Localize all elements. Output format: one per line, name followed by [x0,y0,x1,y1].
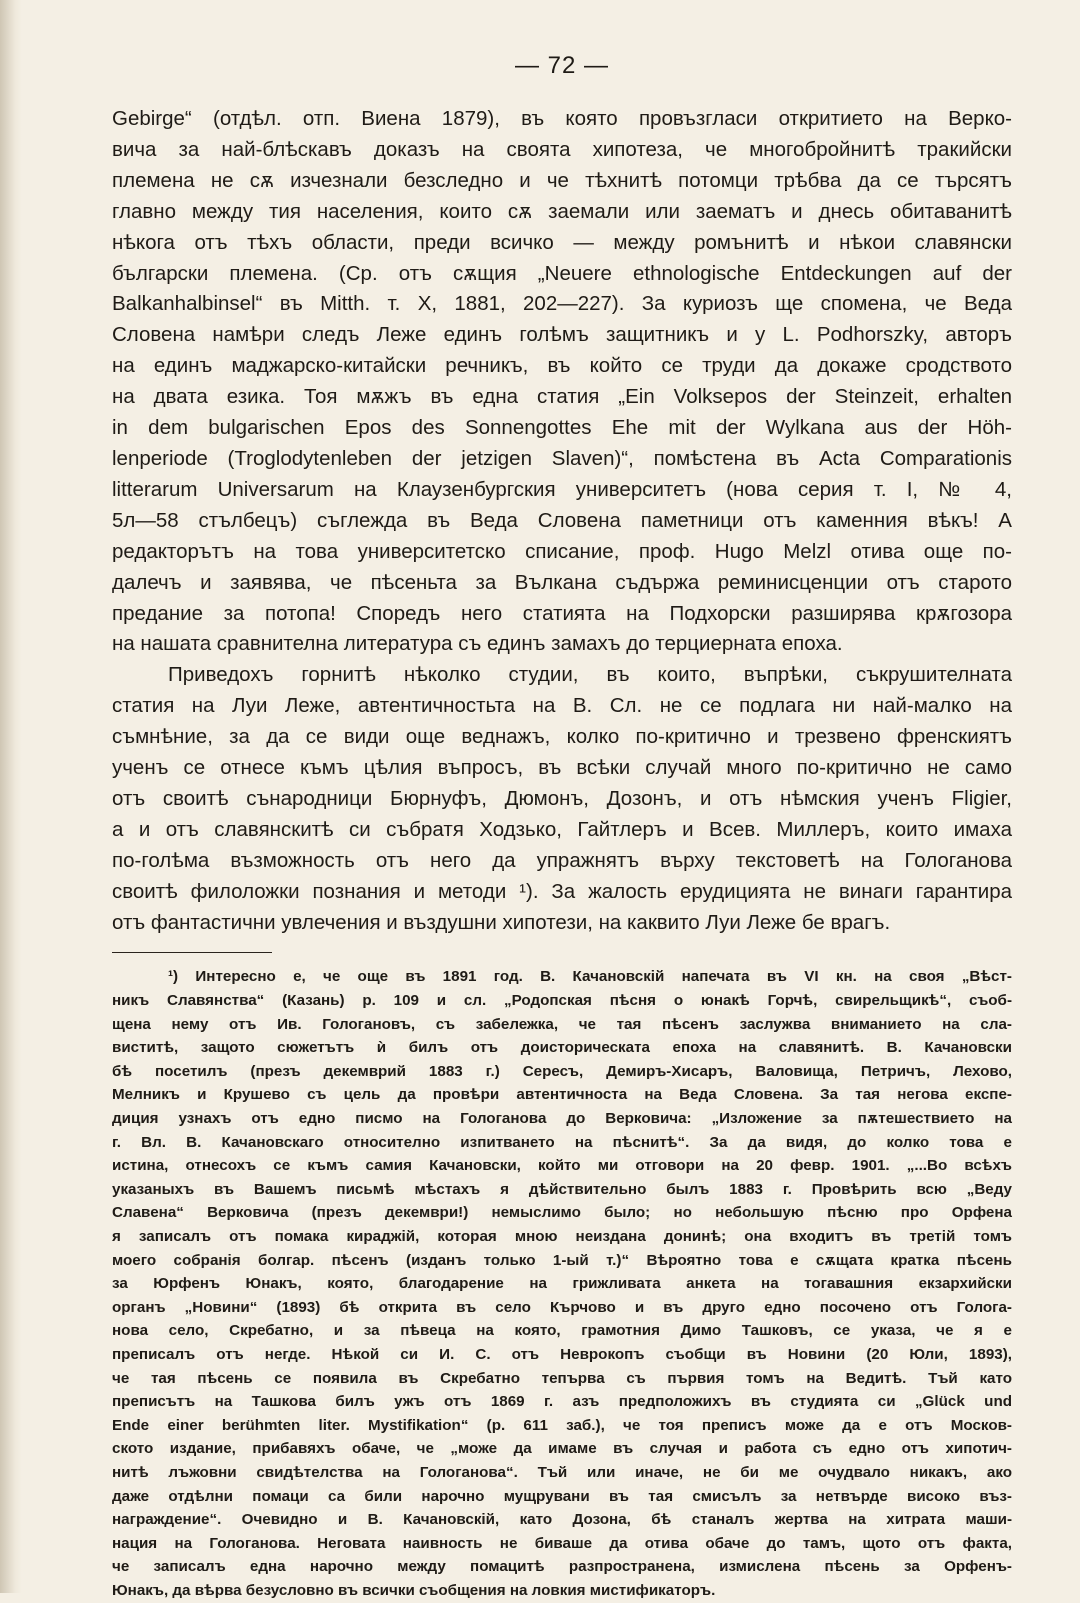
text-line: Словена намѣри следъ Леже единъ голѣмъ защитникъ и у L. Podhorszky, авторъ [112,323,1012,347]
footnote-line: нитѣ лъжовни свидѣтелства на Гологанова“. Тъй или иначе, не би ме очудвало никакъ, ако [112,1463,1012,1481]
footnote-line: виститѣ, защото сюжетътъ ѝ билъ отъ доисторическата епоха на славянитѣ. В. Качановски [112,1039,1012,1057]
text-line: български племена. (Ср. отъ сѫщия „Neuere ethnologische Entdeckungen auf der [112,261,1012,285]
footnote-line: бѣ посетилъ (презъ декемврий 1883 г.) Сересъ, Демиръ-Хисаръ, Валовища, Петричъ, Лехово, [112,1062,1012,1080]
text-line: in dem bulgarischen Epos des Sonnengottes Ehe mit der Wylkana aus der Höh- [112,416,1012,440]
text-line: а и отъ славянскитѣ си събратя Ходзько, Гайтлеръ и Всев. Миллеръ, които имаха [112,817,1012,841]
text-line: Balkanhalbinsel“ въ Mitth. т. X, 1881, 202—227). За куриозъ ще спомена, че Веда [112,292,1012,316]
text-line: статия на Луи Леже, автентичностьта на В. Сл. не се подлага ни най-малко на [112,694,1012,718]
text-line: своитѣ филоложки познания и методи ¹). За жалость ерудицията не винаги гарантира [112,879,1012,903]
text-line: главно между тия населения, които сѫ заемали или заематъ и днесь обитаванитѣ [112,199,1012,223]
footnote-line: преписътъ на Ташкова билъ ужъ отъ 1869 г. азъ предположихъ въ студията си „Glück und [112,1393,1012,1411]
text-line: съмнѣние, за да се види още веднажъ, колко по-критично и трезвено френскиятъ [112,725,1012,749]
footnote-line: Юнакъ, да вѣрва безусловно въ всички съобщения на ловкия мистификаторъ. [112,1581,716,1599]
footnote-line: г. Вл. В. Качановскаго относително изпитването на пѣснитѣ“. За да видя, до колко това е [112,1133,1012,1151]
text-line: далечъ и заявява, че пѣсеньта за Вълкана съдържа реминисценции отъ старото [112,570,1012,594]
text-line: на единъ маджарско-китайски речникъ, въ който се труди да докаже сродството [112,354,1012,378]
footnote-line: че тая пѣсень се появила въ Скребатно тепърва съ първия томъ на Ведитѣ. Тъй като [112,1369,1012,1387]
footnote-line: моего собранiя болгар. пѣсенъ (изданъ только 1-ый т.)“ Вѣроятно това е сѫщата кратка пѣсень [112,1251,1012,1269]
footnote-line: указаныхъ въ Вашемъ письмѣ мѣстахъ я дѣйствительно былъ 1883 г. Провѣрить всю „Веду [112,1180,1012,1198]
text-line: на нашата сравнителна литература съ единъ замахъ до терциерната епоха. [112,632,843,656]
page-number: — 72 — [514,52,610,79]
footnote-line: даже отдѣлни помаци са били нарочно мущрувани въ тая смисълъ за нетвърде високо въз- [112,1487,1012,1505]
text-line: по-голѣма възможность отъ него да упражнятъ върху текстоветѣ на Гологанова [112,848,1012,872]
text-line: нѣкога отъ тѣхъ области, преди всичко — между ромънитѣ и нѣкои славянски [112,230,1012,254]
footnote-line: никъ Славянства“ (Казань) р. 109 и сл. „Родопская пѣсня о юнакѣ Горчѣ, свирельщикѣ“, съоб- [112,992,1012,1010]
text-line: на двата езика. Тоя мѫжъ въ една статия „Ein Volksepos der Steinzeit, erhalten [112,385,1012,409]
footnote-divider [112,952,272,953]
footnote-line: нова село, Скребатно, и за пѣвеца на която, грамотния Димо Ташковъ, се указа, че я е [112,1322,1012,1340]
text-line: ученъ се отнесе къмъ цѣлия въпросъ, въ всѣки случай много по-критично не само [112,756,1012,780]
footnote-line: Ende einer berühmten liter. Mystifikation“ (р. 611 заб.), че тоя преписъ може да е отъ Москов- [112,1416,1012,1434]
text-line: Gebirge“ (отдѣл. отп. Виена 1879), въ която провъзгласи откритието на Верко- [112,107,1012,130]
footnote-line: я записалъ отъ помака кираджiй, которая мною неиздана донинѣ; она входитъ въ третiй томъ [112,1228,1012,1245]
text-line: отъ фантастични увлечения и въздушни хипотези, на каквито Луи Леже бе врагъ. [112,910,891,934]
footnote-line: ¹) Интересно е, че още въ 1891 год. В. Качановскiй напечата въ VI кн. на своя „Вѣст- [168,968,1012,986]
footnote-line: преписалъ отъ негде. Нѣкой си И. С. отъ Неврокопъ съобщи въ Новини (20 Юли, 1893), [112,1345,1012,1363]
footnote-line: щена нему отъ Ив. Гологановъ, съ забележка, че тая пѣсенъ заслужва вниманието на сла- [112,1015,1012,1033]
footnote-line: за Юрфенъ Юнакъ, която, благодарение на грижливата анкета на тогавашния екзархийски [112,1275,1012,1293]
footnote [112,965,1012,1602]
text-line: предание за потопа! Споредъ него статията на Подхорски разширява крѫгозора [112,601,1012,625]
main-text [112,104,1012,938]
book-page [112,52,1012,1603]
text-line: 5л—58 стълбецъ) съглежда въ Веда Словена паметници отъ каменния вѣкъ! А [112,508,1012,532]
footnote-line: Мелникъ и Крушево съ цель да провѣри автентичноста на Веда Словена. За тая негова експе- [112,1086,1012,1104]
text-line: lenperiode (Troglodytenleben der jetzigen Slaven)“, помѣстена въ Acta Comparationis [112,446,1012,470]
footnote-line: ското издание, прибавяхъ обаче, че „може да имаме въ случая и работа съ едно отъ хипотич- [112,1440,1012,1458]
text-line: редакторътъ на това университетско списание, проф. Hugo Melzl отива още по- [112,539,1012,563]
text-line: вича за най-блѣскавъ доказъ на своята хипотеза, че многобройнитѣ тракийски [112,137,1012,161]
footnote-line: диция узнахъ отъ едно писмо на Гологанова до Верковича: „Изложение за пѫтешествието на [112,1110,1012,1128]
text-line: litterarum Universarum на Клаузенбургския университетъ (нова серия т. I, № 4, [112,477,1012,501]
footnote-line: нация на Гологанова. Неговата наивность не биваше да отива обаче до тамъ, щото отъ факта, [112,1534,1012,1552]
footnote-line: че записалъ една нарочно между помацитѣ разпространена, измислена пѣсень за Орфенъ- [112,1558,1012,1576]
footnote-line: истина, отнесохъ се къмъ самия Качановски, който ми отговори на 20 февр. 1901. „...Во всѣхъ [112,1157,1012,1175]
scan-edge [0,0,22,1593]
footnote-line: органъ „Новини“ (1893) бѣ открита въ село Кърчово и въ друго едно посочено отъ Гологa- [112,1298,1012,1316]
footnote-line: Славена“ Верковича (презъ декември!) немыслимо было; но небольшую пѣсню про Орфена [112,1204,1012,1222]
text-line: племена не сѫ изчезнали безследно и че тѣхнитѣ потомци трѣбва да се търсятъ [112,168,1012,192]
text-line: Приведохъ горнитѣ нѣколко студии, въ които, въпрѣки, съкрушителната [168,663,1012,687]
text-line: отъ своитѣ сънародници Бюрнуфъ, Дюмонъ, Дозонъ, и отъ нѣмския ученъ Fligier, [112,786,1012,810]
footnote-line: награждение“. Очевидно и В. Качановскiй, като Дозона, бѣ станалъ жертва на хитрата маши- [112,1511,1012,1529]
